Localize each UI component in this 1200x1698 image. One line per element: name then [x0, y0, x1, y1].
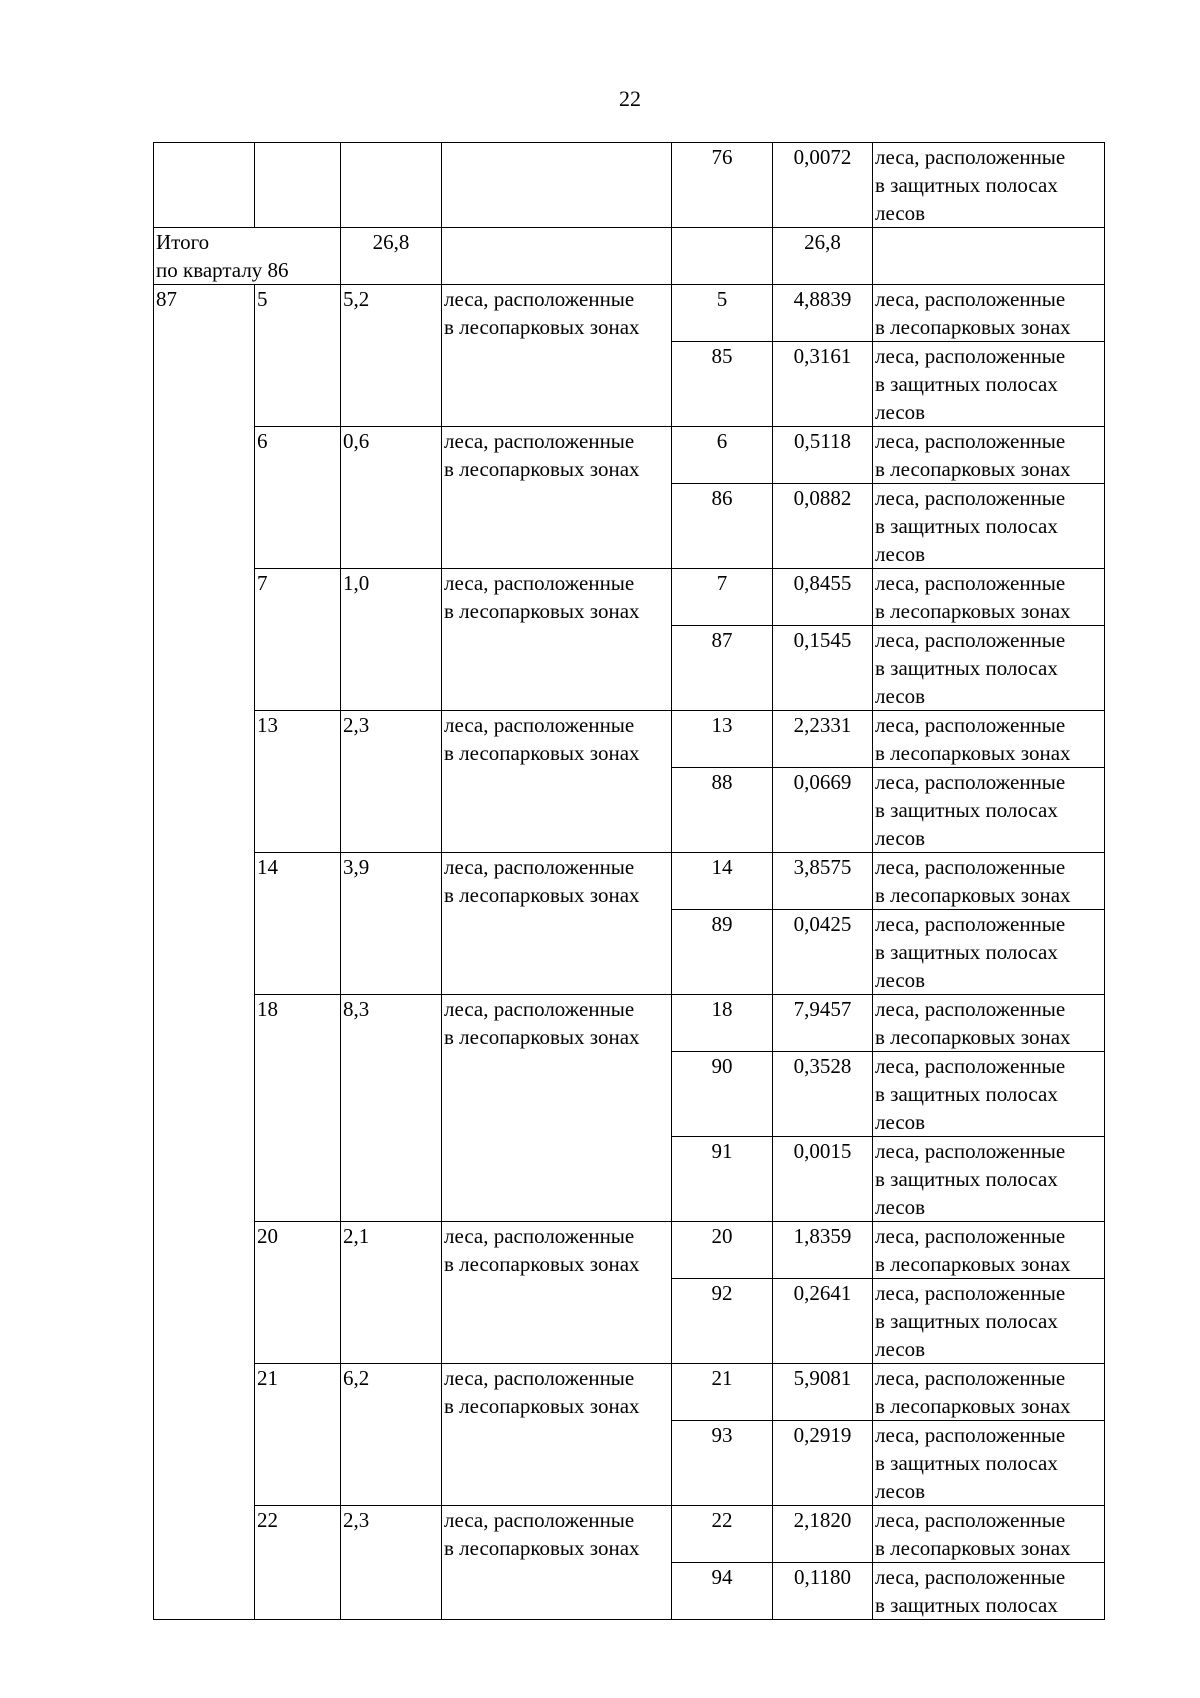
category-line: леса, расположенные [875, 571, 1066, 595]
part-area: 0,1180 [773, 1563, 873, 1620]
vydel-number: 6 [255, 427, 341, 569]
category-line: лесов [875, 684, 926, 708]
table-row [154, 569, 1105, 626]
part-number: 93 [672, 1421, 773, 1506]
part-area: 0,0015 [773, 1137, 873, 1222]
cell-empty [442, 228, 672, 285]
category-line: леса, расположенные [875, 912, 1066, 936]
table-row [154, 1222, 1105, 1279]
vydel-number: 7 [255, 569, 341, 711]
category-line: в лесопарковых зонах [444, 1025, 640, 1049]
part-number: 90 [672, 1052, 773, 1137]
category-line: в лесопарковых зонах [444, 1394, 640, 1418]
part-number: 20 [672, 1222, 773, 1279]
cell-empty [255, 143, 341, 228]
part-area: 0,2919 [773, 1421, 873, 1506]
part-area: 0,0425 [773, 910, 873, 995]
part-area: 0,0669 [773, 768, 873, 853]
forest-land-table [153, 142, 1105, 1620]
category-line: леса, расположенные [875, 1366, 1066, 1390]
category-forest-park [442, 711, 672, 853]
category-protective-strips [873, 626, 1105, 711]
category-line: лесов [875, 542, 926, 566]
category-forest-park [873, 569, 1105, 626]
cell-empty [442, 143, 672, 228]
category-line: леса, расположенные [444, 1366, 635, 1390]
category-forest-park [873, 711, 1105, 768]
category-line: леса, расположенные [444, 1224, 635, 1248]
category-protective-strips [873, 768, 1105, 853]
category-line: леса, расположенные [875, 770, 1066, 794]
category-line: леса, расположенные [444, 429, 635, 453]
vydel-number: 13 [255, 711, 341, 853]
part-area: 0,2641 [773, 1279, 873, 1364]
table-row [154, 427, 1105, 484]
category-line: в защитных полосах [875, 940, 1058, 964]
category-line: леса, расположенные [875, 1139, 1066, 1163]
table-row [154, 853, 1105, 910]
vydel-number: 21 [255, 1364, 341, 1506]
part-number: 5 [672, 285, 773, 342]
category-line: в защитных полосах [875, 1082, 1058, 1106]
part-area: 0,0072 [773, 143, 873, 228]
table-body [154, 143, 1105, 1620]
category-line: в лесопарковых зонах [444, 1252, 640, 1276]
vydel-number: 14 [255, 853, 341, 995]
subtotal-label-line: Итого [156, 230, 210, 254]
category-line: леса, расположенные [875, 1565, 1066, 1589]
category-line: в лесопарковых зонах [444, 457, 640, 481]
category-line: в лесопарковых зонах [875, 1025, 1071, 1049]
category-forest-park [442, 1364, 672, 1506]
table-row [154, 711, 1105, 768]
vydel-area: 6,2 [341, 1364, 442, 1506]
category-line: леса, расположенные [875, 1281, 1066, 1305]
part-number: 13 [672, 711, 773, 768]
part-number: 21 [672, 1364, 773, 1421]
category-line: лесов [875, 1337, 926, 1361]
subtotal-area: 26,8 [341, 228, 442, 285]
category-line: леса, расположенные [444, 713, 635, 737]
vydel-area: 2,3 [341, 711, 442, 853]
category-protective-strips [873, 143, 1105, 228]
cell-empty [873, 228, 1105, 285]
category-line: леса, расположенные [875, 1423, 1066, 1447]
cell-empty [341, 143, 442, 228]
part-area: 0,0882 [773, 484, 873, 569]
category-line: в лесопарковых зонах [875, 741, 1071, 765]
vydel-number: 18 [255, 995, 341, 1222]
category-line: в лесопарковых зонах [444, 741, 640, 765]
category-forest-park [442, 1222, 672, 1364]
part-number: 91 [672, 1137, 773, 1222]
subtotal-area-sum: 26,8 [773, 228, 873, 285]
part-area: 5,9081 [773, 1364, 873, 1421]
category-protective-strips [873, 910, 1105, 995]
category-line: леса, расположенные [875, 713, 1066, 737]
category-line: в защитных полосах [875, 372, 1058, 396]
vydel-area: 0,6 [341, 427, 442, 569]
subtotal-row [154, 228, 1105, 285]
table-row [154, 995, 1105, 1052]
vydel-area: 1,0 [341, 569, 442, 711]
category-forest-park [442, 853, 672, 995]
category-line: леса, расположенные [875, 1508, 1066, 1532]
part-number: 14 [672, 853, 773, 910]
category-line: в лесопарковых зонах [875, 1394, 1071, 1418]
category-line: леса, расположенные [875, 855, 1066, 879]
cell-empty [672, 228, 773, 285]
category-line: леса, расположенные [875, 628, 1066, 652]
subtotal-label-line: по кварталу 86 [156, 258, 289, 282]
category-line: в защитных полосах [875, 514, 1058, 538]
category-protective-strips [873, 1279, 1105, 1364]
part-number: 87 [672, 626, 773, 711]
category-line: леса, расположенные [875, 145, 1066, 169]
category-line: в защитных полосах [875, 656, 1058, 680]
category-protective-strips [873, 1137, 1105, 1222]
category-line: леса, расположенные [444, 1508, 635, 1532]
category-line: лесов [875, 968, 926, 992]
category-line: в защитных полосах [875, 1451, 1058, 1475]
category-line: в защитных полосах [875, 1167, 1058, 1191]
category-protective-strips [873, 1052, 1105, 1137]
part-area: 7,9457 [773, 995, 873, 1052]
part-number: 92 [672, 1279, 773, 1364]
vydel-area: 5,2 [341, 285, 442, 427]
vydel-area: 8,3 [341, 995, 442, 1222]
category-forest-park [873, 853, 1105, 910]
part-number: 7 [672, 569, 773, 626]
part-area: 2,1820 [773, 1506, 873, 1563]
table-row [154, 143, 1105, 228]
part-number: 85 [672, 342, 773, 427]
category-line: в защитных полосах [875, 798, 1058, 822]
quarter-number: 87 [154, 285, 255, 1620]
category-forest-park [442, 1506, 672, 1620]
category-forest-park [442, 569, 672, 711]
category-line: леса, расположенные [875, 1224, 1066, 1248]
part-number: 22 [672, 1506, 773, 1563]
part-number: 76 [672, 143, 773, 228]
category-line: лесов [875, 1479, 926, 1503]
category-line: леса, расположенные [444, 571, 635, 595]
category-line: лесов [875, 826, 926, 850]
category-protective-strips [873, 1563, 1105, 1620]
category-forest-park [873, 1364, 1105, 1421]
category-line: в лесопарковых зонах [444, 1536, 640, 1560]
category-line: леса, расположенные [444, 855, 635, 879]
category-forest-park [442, 995, 672, 1222]
part-area: 1,8359 [773, 1222, 873, 1279]
category-line: в лесопарковых зонах [875, 599, 1071, 623]
table-row [154, 1506, 1105, 1563]
vydel-number: 20 [255, 1222, 341, 1364]
category-line: лесов [875, 400, 926, 424]
part-number: 18 [672, 995, 773, 1052]
category-line: лесов [875, 1195, 926, 1219]
vydel-number: 22 [255, 1506, 341, 1620]
vydel-area: 3,9 [341, 853, 442, 995]
cell-empty [154, 143, 255, 228]
category-line: леса, расположенные [444, 997, 635, 1021]
table-row [154, 285, 1105, 342]
category-line: в защитных полосах [875, 173, 1058, 197]
category-line: в лесопарковых зонах [875, 457, 1071, 481]
category-line: в лесопарковых зонах [444, 883, 640, 907]
category-line: леса, расположенные [875, 1054, 1066, 1078]
category-line: в лесопарковых зонах [444, 599, 640, 623]
category-forest-park [873, 427, 1105, 484]
category-protective-strips [873, 1421, 1105, 1506]
category-protective-strips [873, 342, 1105, 427]
part-area: 0,3161 [773, 342, 873, 427]
part-area: 0,3528 [773, 1052, 873, 1137]
category-line: леса, расположенные [875, 429, 1066, 453]
category-protective-strips [873, 484, 1105, 569]
category-line: леса, расположенные [875, 997, 1066, 1021]
category-line: в лесопарковых зонах [875, 315, 1071, 339]
part-area: 0,5118 [773, 427, 873, 484]
category-line: леса, расположенные [875, 287, 1066, 311]
subtotal-label [154, 228, 341, 285]
page-number: 22 [619, 86, 641, 111]
category-line: леса, расположенные [875, 344, 1066, 368]
category-line: леса, расположенные [444, 287, 635, 311]
category-line: в лесопарковых зонах [875, 1252, 1071, 1276]
part-area: 3,8575 [773, 853, 873, 910]
category-line: леса, расположенные [875, 486, 1066, 510]
part-number: 89 [672, 910, 773, 995]
category-line: лесов [875, 1110, 926, 1134]
part-area: 4,8839 [773, 285, 873, 342]
part-number: 88 [672, 768, 773, 853]
category-line: в защитных полосах [875, 1309, 1058, 1333]
part-number: 86 [672, 484, 773, 569]
category-line: лесов [875, 201, 926, 225]
table-row [154, 1364, 1105, 1421]
category-forest-park [873, 1222, 1105, 1279]
part-area: 0,1545 [773, 626, 873, 711]
part-number: 6 [672, 427, 773, 484]
part-number: 94 [672, 1563, 773, 1620]
category-line: в защитных полосах [875, 1593, 1058, 1617]
category-forest-park [442, 427, 672, 569]
category-line: в лесопарковых зонах [875, 1536, 1071, 1560]
category-line: в лесопарковых зонах [875, 883, 1071, 907]
category-forest-park [873, 995, 1105, 1052]
category-forest-park [873, 1506, 1105, 1563]
part-area: 2,2331 [773, 711, 873, 768]
vydel-area: 2,3 [341, 1506, 442, 1620]
vydel-area: 2,1 [341, 1222, 442, 1364]
category-forest-park [442, 285, 672, 427]
category-line: в лесопарковых зонах [444, 315, 640, 339]
part-area: 0,8455 [773, 569, 873, 626]
vydel-number: 5 [255, 285, 341, 427]
category-forest-park [873, 285, 1105, 342]
